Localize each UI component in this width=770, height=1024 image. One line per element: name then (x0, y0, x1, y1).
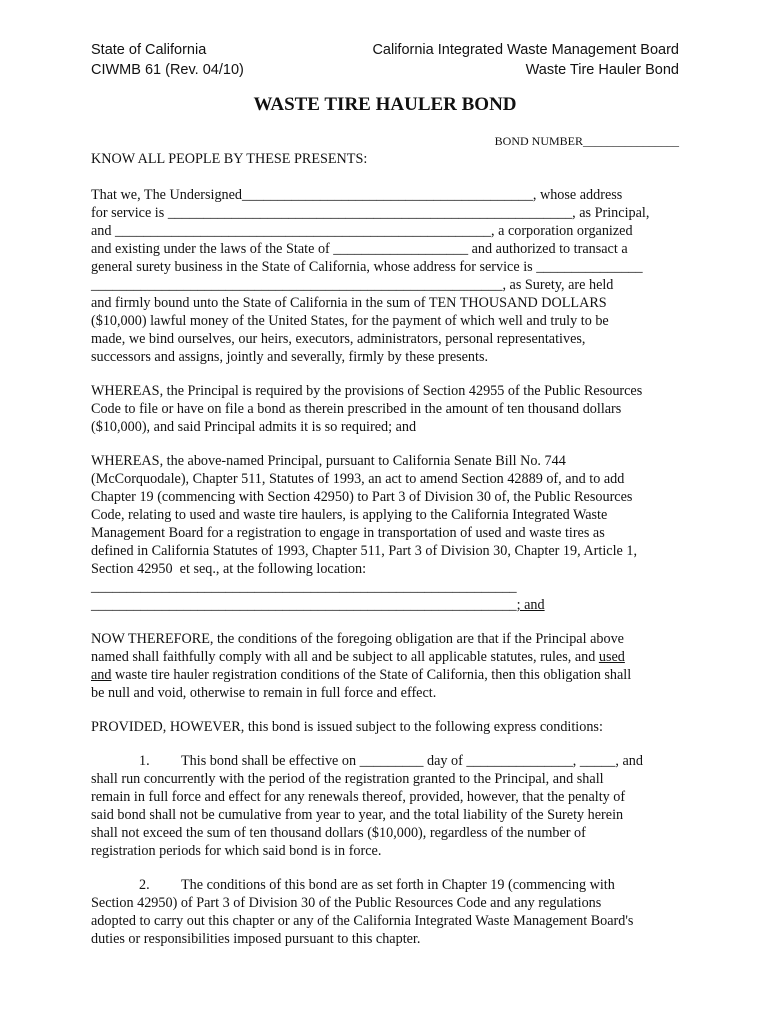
form-name: Waste Tire Hauler Bond (525, 62, 679, 78)
agency-name: California Integrated Waste Management Board (372, 42, 679, 58)
condition-2-text: Section 42950) of Part 3 of Division 30 of the Public Resources Code and any regulations adopted to carry out this chapter or any of the California Integrated Waste Management Board's duties or responsibilities imposed pursuant to this chapter. (91, 895, 634, 947)
parties-paragraph: That we, The Undersigned_________________________________________, whose address for service is _________________________________________________________, as Principal, and _____________________________________________________, a corporation organized and existing under the laws of the State of ___________________ and authorized to transact a general surety business in the State of California, whose address for service is _______________ __________________________________________________________, as Surety, are held and firmly bound unto the State of California in the sum of TEN THOUSAND DOLLARS ($10,000) lawful money of the United States, for the payment of which well and truly to be made, we bind ourselves, our heirs, executors, administrators, personal representatives, successors and assigns, jointly and severally, firmly by these presents. (91, 187, 650, 365)
now-therefore-text-a: NOW THEREFORE, the conditions of the foregoing obligation are that if the Principal above named shall faithfully comply with all and be subject to all applicable statutes, rules, and (91, 631, 624, 665)
document-body (91, 150, 681, 964)
condition-2-first-line: The conditions of this bond are as set forth in Chapter 19 (commencing with (181, 877, 615, 893)
form-number: CIWMB 61 (Rev. 04/10) (91, 62, 244, 78)
condition-1 (91, 752, 681, 860)
condition-2-number: 2. (139, 877, 150, 893)
condition-1-number: 1. (139, 753, 150, 769)
now-therefore-text-c: waste tire hauler registration conditions of the State of California, then this obligation shall be null and void, otherwise to remain in full force and effect. (91, 667, 632, 701)
provided-however-paragraph: PROVIDED, HOWEVER, this bond is issued subject to the following express conditions: (91, 719, 603, 735)
and-underlined-2: and (91, 667, 112, 683)
condition-1-first-line: This bond shall be effective on _________ day of _______________, _____, and (181, 753, 643, 769)
condition-2 (91, 876, 681, 948)
state-label: State of California (91, 42, 207, 58)
now-therefore-paragraph (91, 630, 681, 702)
bond-number-field: BOND NUMBER________________ (494, 134, 679, 148)
whereas-2-text: WHEREAS, the above-named Principal, pursuant to California Senate Bill No. 744 (McCorquodale), Chapter 511, Statutes of 1993, an act to amend Section 42889 of, and to add Chapter 19 (commencing with Section 42950) to Part 3 of Division 30 of, the Public Resources Code, relating to used and waste tire haulers, is applying to the California Integrated Waste Management Board for a registration to engage in transportation of used and waste tires as defined in California Statutes of 1993, Chapter 511, Part 3 of Division 30, Chapter 19, Article 1, Section 42950 et seq., at the following location: ____________________________________________________________ ____________________________________________________________ (91, 453, 637, 613)
header-left (91, 40, 244, 80)
know-all-heading: KNOW ALL PEOPLE BY THESE PRESENTS: (91, 151, 368, 167)
used-underlined: used (598, 649, 625, 665)
header-right (372, 40, 679, 80)
and-underlined: ; and (516, 597, 545, 613)
whereas-paragraph-2 (91, 452, 681, 614)
condition-1-text: shall run concurrently with the period of the registration granted to the Principal, and shall remain in full force and effect for any renewals thereof, provided, however, that the penalty of said bond shall not be cumulative from year to year, and the total liability of the Surety herein shall not exceed the sum of ten thousand dollars ($10,000), regardless of the number of registration periods for which said bond is in force. (91, 771, 626, 859)
document-title: WASTE TIRE HAULER BOND (253, 94, 517, 115)
whereas-paragraph-1: WHEREAS, the Principal is required by the provisions of Section 42955 of the Public Resources Code to file or have on file a bond as therein prescribed in the amount of ten thousand dollars ($10,000), and said Principal admits it is so required; and (91, 383, 643, 435)
